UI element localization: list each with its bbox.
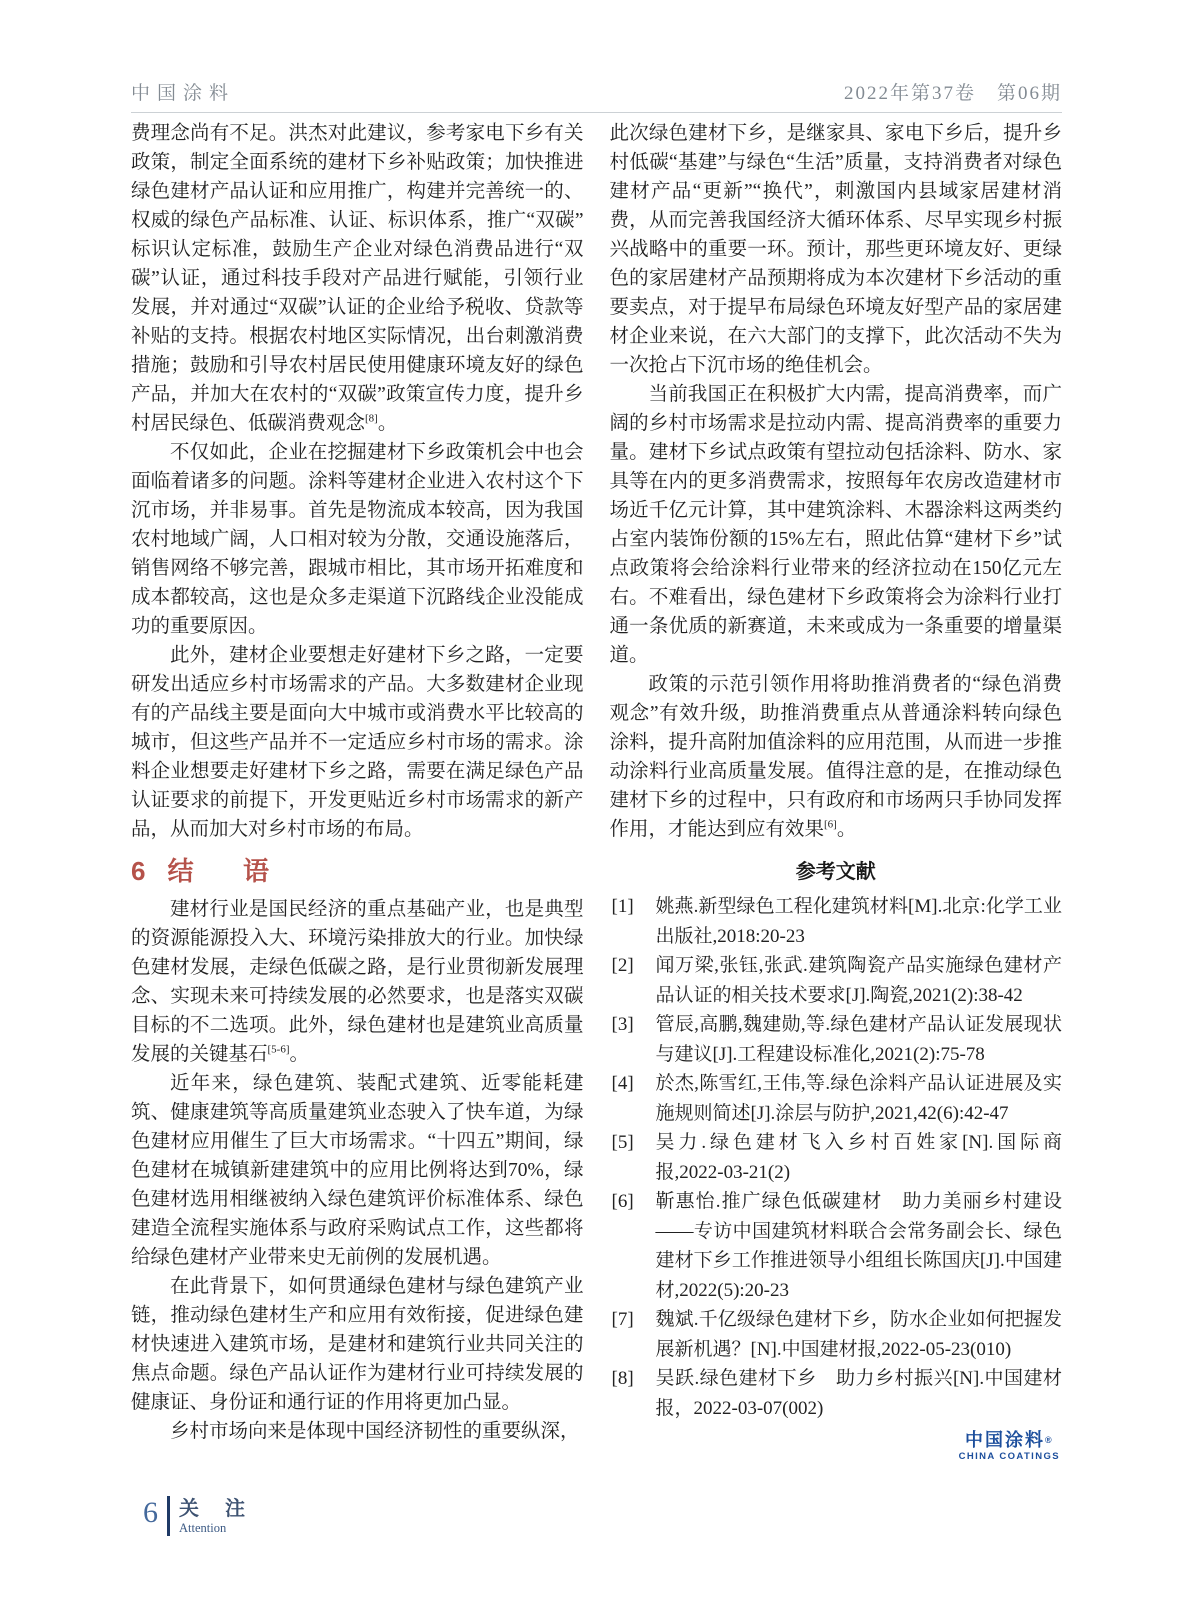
paragraph-text: 。 — [289, 1044, 310, 1065]
citation-superscript: [5-6] — [267, 1043, 290, 1056]
paragraph — [610, 670, 1063, 844]
header-journal-name: 中国涂料 — [131, 83, 236, 104]
paragraph — [131, 119, 584, 438]
article-body — [131, 119, 1062, 1446]
logo-chinese-chars: 中国涂料 — [964, 1430, 1045, 1450]
reference-text: 吴力.绿色建材飞入乡村百姓家[N].国际商报,2022-03-21(2) — [655, 1132, 1062, 1183]
paragraph: 在此背景下，如何贯通绿色建材与绿色建筑产业链，推动绿色建材生产和应用有效衔接，促进绿色建材快速进入建筑市场，是建材和建筑行业共同关注的焦点命题。绿色产品认证作为建材行业可持续发展的健康证、身份证和通行证的作用将更加凸显。 — [131, 1276, 584, 1413]
paragraph: 乡村市场向来是体现中国经济韧性的重要纵深， — [170, 1421, 580, 1442]
paragraph-text: 建材行业是国民经济的重点基础产业，也是典型的资源能源投入大、环境污染排放大的行业。加快绿色建材发展，走绿色低碳之路，是行业贯彻新发展理念、实现未来可持续发展的必然要求，也是落实双碳目标的不二选项。此外，绿色建材也是建筑业高质量发展的关键基石 — [131, 899, 584, 1065]
reference-item — [610, 1364, 1063, 1423]
reference-text: 管辰,高鹏,魏建勋,等.绿色建材产品认证发展现状与建议[J].工程建设标准化,2021(2):75-78 — [655, 1014, 1062, 1065]
reference-item — [610, 1128, 1063, 1187]
reference-item — [610, 892, 1063, 951]
reference-label: [5] — [611, 1132, 634, 1153]
paragraph-text: 。 — [836, 819, 857, 840]
reference-text: 姚燕.新型绿色工程化建筑材料[M].北京:化学工业出版社,2018:20-23 — [655, 896, 1062, 947]
reference-label: [7] — [611, 1309, 634, 1330]
page-footer — [143, 1496, 248, 1536]
paragraph: 此外，建材企业要想走好建材下乡之路，一定要研发出适应乡村市场需求的产品。大多数建材企业现有的产品线主要是面向大中城市或消费水平比较高的城市，但这些产品并不一定适应乡村市场的需求。涂料企业想要走好建材下乡之路，需要在满足绿色产品认证要求的前提下，开发更贴近乡村市场需求的新产品，从而加大对乡村市场的布局。 — [131, 645, 584, 840]
section-heading — [131, 856, 584, 886]
registered-trademark-icon: ® — [1044, 1435, 1054, 1445]
paragraph-text: 政策的示范引领作用将助推消费者的“绿色消费观念”有效升级，助推消费重点从普通涂料转向绿色涂料，提升高附加值涂料的应用范围，从而进一步推动涂料行业高质量发展。值得注意的是，在推动绿色建材下乡的过程中，只有政府和市场两只手协同发挥作用，才能达到应有效果 — [609, 674, 1062, 840]
reference-item — [610, 1305, 1063, 1364]
left-column — [131, 119, 584, 1446]
reference-item — [610, 1069, 1063, 1128]
footer-section-en: Attention — [179, 1520, 227, 1535]
references-title: 参考文献 — [795, 861, 876, 883]
citation-superscript: [6] — [824, 818, 837, 831]
paragraph-text: 。 — [377, 413, 398, 434]
reference-item — [610, 1187, 1063, 1305]
reference-label: [4] — [611, 1073, 634, 1094]
footer-section-zh: 关 注 — [179, 1497, 248, 1520]
paragraph-text: 费理念尚有不足。洪杰对此建议，参考家电下乡有关政策，制定全面系统的建材下乡补贴政策；加快推进绿色建材产品认证和应用推广，构建并完善统一的、权威的绿色产品标准、认证、标识体系，推广“双碳”标识认定标准，鼓励生产企业对绿色消费品进行“双碳”认证，通过科技手段对产品进行赋能，引领行业发展，并对通过“双碳”认证的企业给予税收、贷款等补贴的支持。根据农村地区实际情况，出台刺激消费措施；鼓励和引导农村居民使用健康环境友好的绿色产品，并加大在农村的“双碳”政策宣传力度，提升乡村居民绿色、低碳消费观念 — [131, 123, 584, 434]
reference-label: [3] — [611, 1014, 634, 1035]
reference-item — [610, 1010, 1063, 1069]
reference-text: 魏斌.千亿级绿色建材下乡，防水企业如何把握发展新机遇？[N].中国建材报,2022-05-23(010) — [655, 1309, 1062, 1360]
footer-page-number: 6 — [143, 1496, 158, 1529]
china-coatings-logo — [959, 1430, 1060, 1463]
reference-label: [8] — [611, 1368, 634, 1389]
paragraph: 近年来，绿色建筑、装配式建筑、近零能耗建筑、健康建筑等高质量建筑业态驶入了快车道，为绿色建材应用催生了巨大市场需求。“十四五”期间，绿色建材在城镇新建建筑中的应用比例将达到70%，绿色建材选用相继被纳入绿色建筑评价标准体系、绿色建造全流程实施体系与政府采购试点工作，这些都将给绿色建材产业带来史无前例的发展机遇。 — [131, 1073, 584, 1268]
footer-section — [170, 1496, 248, 1536]
logo-english-text: CHINA COATINGS — [958, 1451, 1060, 1462]
reference-label: [1] — [611, 896, 634, 917]
right-column — [610, 119, 1063, 1446]
reference-text: 闻万梁,张钰,张武.建筑陶瓷产品实施绿色建材产品认证的相关技术要求[J].陶瓷,2021(2):38-42 — [655, 955, 1062, 1006]
paragraph: 当前我国正在积极扩大内需，提高消费率，而广阔的乡村市场需求是拉动内需、提高消费率的重要力量。建材下乡试点政策有望拉动包括涂料、防水、家具等在内的更多消费需求，按照每年农房改造建材市场近千亿元计算，其中建筑涂料、木器涂料这两类约占室内装饰份额的15%左右，照此估算“建材下乡”试点政策将会给涂料行业带来的经济拉动在150亿元左右。不难看出，绿色建材下乡政策将会为涂料行业打通一条优质的新赛道，未来或成为一条重要的增量渠道。 — [609, 384, 1062, 666]
reference-label: [2] — [611, 955, 634, 976]
reference-text: 於杰,陈雪红,王伟,等.绿色涂料产品认证进展及实施规则简述[J].涂层与防护,2021,42(6):42-47 — [655, 1073, 1062, 1124]
header-issue-info: 2022年第37卷 第06期 — [843, 83, 1062, 104]
reference-item — [610, 951, 1063, 1010]
section-title: 结 语 — [167, 856, 281, 886]
reference-label: [6] — [611, 1191, 634, 1212]
paragraph: 此次绿色建材下乡，是继家具、家电下乡后，提升乡村低碳“基建”与绿色“生活”质量，支持消费者对绿色建材产品“更新”“换代”，刺激国内县域家居建材消费，从而完善我国经济大循环体系、尽早实现乡村振兴战略中的重要一环。预计，那些更环境友好、更绿色的家居建材产品预期将成为本次建材下乡活动的重要卖点，对于提早布局绿色环境友好型产品的家居建材企业来说，在六大部门的支撑下，此次活动不失为一次抢占下沉市场的绝佳机会。 — [609, 123, 1062, 376]
reference-text: 靳惠怡.推广绿色低碳建材 助力美丽乡村建设——专访中国建筑材料联合会常务副会长、绿色建材下乡工作推进领导小组组长陈国庆[J].中国建材,2022(5):20-23 — [655, 1191, 1062, 1301]
paragraph: 不仅如此，企业在挖掘建材下乡政策机会中也会面临着诸多的问题。涂料等建材企业进入农村这个下沉市场，并非易事。首先是物流成本较高，因为我国农村地域广阔，人口相对较为分散，交通设施落后，销售网络不够完善，跟城市相比，其市场开拓难度和成本都较高，这也是众多走渠道下沉路线企业没能成功的重要原因。 — [131, 442, 584, 637]
page-header — [131, 78, 1062, 113]
section-number: 6 — [131, 856, 146, 886]
paragraph — [131, 895, 584, 1069]
reference-text: 吴跃.绿色建材下乡 助力乡村振兴[N].中国建材报，2022-03-07(002) — [655, 1368, 1062, 1419]
citation-superscript: [8] — [365, 412, 378, 425]
logo-chinese-text — [959, 1430, 1060, 1450]
